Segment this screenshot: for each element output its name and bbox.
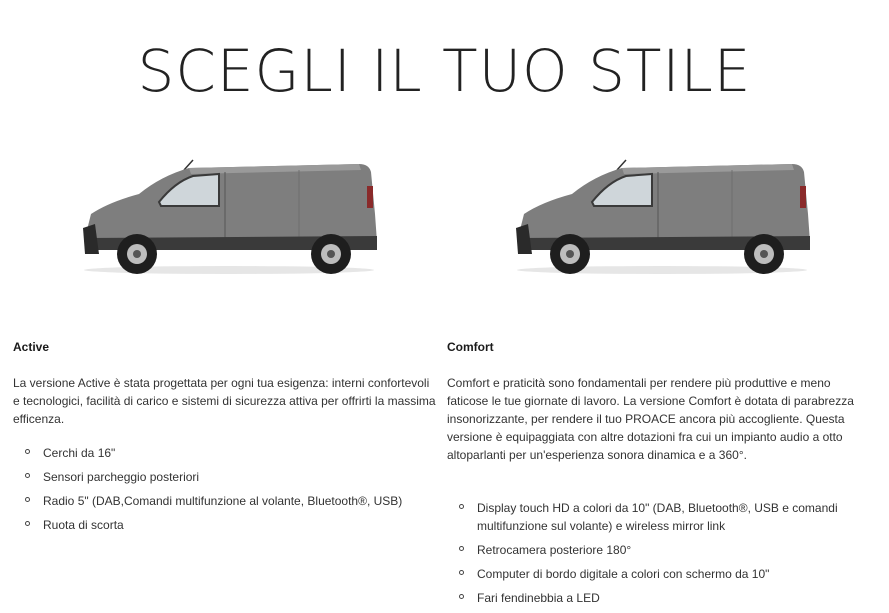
version-description: Comfort e praticità sono fondamentali per rendere più produttive e meno faticose le tue giornate di lavoro. La versione Comfort è dotata di parabrezza insonorizzante, per rendere il tuo PROACE ancora più accogliente. Questa versione è equipaggiata con altre dotazioni fra cui un impianto audio a otto altoparlanti per un'esperienza sonora dinamica e a 360°. [447,376,854,462]
van-illustration [512,150,812,275]
van-image [512,150,812,275]
circle-bullet-icon [459,504,464,509]
version-name: Comfort [447,340,494,354]
van-illustration [79,150,379,275]
feature-item [13,492,438,510]
circle-bullet-icon [25,449,30,454]
feature-text: Display touch HD a colori da 10" (DAB, Bluetooth®, USB e comandi multifunzione sul volante) e wireless mirror link [477,501,838,533]
feature-item [13,516,438,534]
version-name: Active [13,340,50,354]
feature-item [13,444,438,462]
feature-item [447,565,872,583]
feature-item [13,468,438,486]
circle-bullet-icon [459,594,464,599]
circle-bullet-icon [25,521,30,526]
page-title: SCEGLI IL TUO STILE [137,36,752,105]
feature-text: Cerchi da 16" [43,446,116,460]
feature-item [447,499,872,535]
feature-text: Retrocamera posteriore 180° [477,543,632,557]
feature-list [447,499,872,613]
circle-bullet-icon [459,570,464,575]
feature-item [447,541,872,559]
circle-bullet-icon [25,497,30,502]
feature-text: Radio 5" (DAB,Comandi multifunzione al volante, Bluetooth®, USB) [43,494,403,508]
van-image [79,150,379,275]
feature-list [13,444,438,540]
feature-item [447,589,872,607]
version-description: La versione Active è stata progettata per ogni tua esigenza: interni confortevoli e tecnologici, facilità di carico e sistemi di sicurezza attiva per offrirti la massima efficenza. [13,376,436,426]
feature-text: Fari fendinebbia a LED [477,591,600,605]
circle-bullet-icon [25,473,30,478]
feature-text: Computer di bordo digitale a colori con schermo da 10" [477,567,770,581]
circle-bullet-icon [459,546,464,551]
feature-text: Ruota di scorta [43,518,124,532]
feature-text: Sensori parcheggio posteriori [43,470,200,484]
